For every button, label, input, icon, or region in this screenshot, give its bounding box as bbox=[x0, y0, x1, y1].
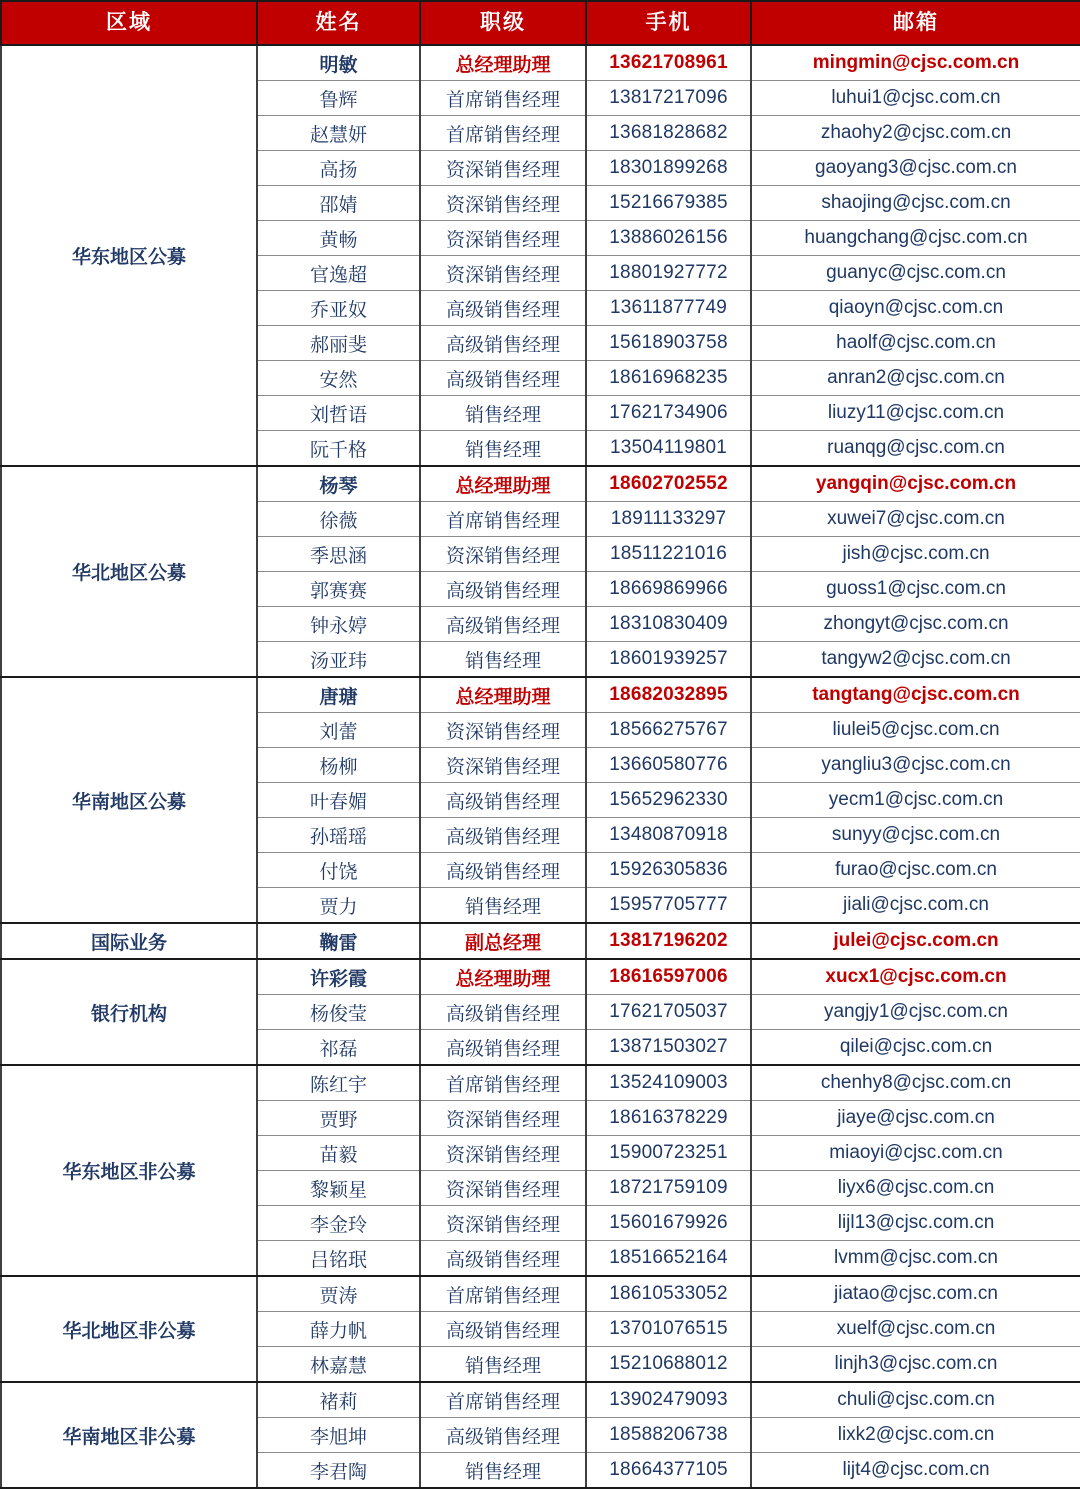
contact-phone[interactable]: 15652962330 bbox=[586, 783, 751, 818]
region-label: 华南地区公募 bbox=[1, 677, 257, 923]
contact-name: 刘蕾 bbox=[257, 713, 420, 748]
contact-title: 首席销售经理 bbox=[420, 502, 586, 537]
contact-email[interactable]: zhaohy2@cjsc.com.cn bbox=[751, 116, 1080, 151]
contact-title: 资深销售经理 bbox=[420, 151, 586, 186]
contact-phone[interactable]: 13886026156 bbox=[586, 221, 751, 256]
contact-title: 高级销售经理 bbox=[420, 361, 586, 396]
contact-email[interactable]: luhui1@cjsc.com.cn bbox=[751, 81, 1080, 116]
contact-email[interactable]: miaoyi@cjsc.com.cn bbox=[751, 1136, 1080, 1171]
contact-phone[interactable]: 18601939257 bbox=[586, 642, 751, 678]
contact-name: 郭赛赛 bbox=[257, 572, 420, 607]
contact-name: 付饶 bbox=[257, 853, 420, 888]
region-label: 华东地区公募 bbox=[1, 45, 257, 466]
contact-title: 资深销售经理 bbox=[420, 713, 586, 748]
contact-title: 销售经理 bbox=[420, 396, 586, 431]
contact-title: 高级销售经理 bbox=[420, 1418, 586, 1453]
contact-email[interactable]: shaojing@cjsc.com.cn bbox=[751, 186, 1080, 221]
contact-title: 高级销售经理 bbox=[420, 607, 586, 642]
contact-phone[interactable]: 18682032895 bbox=[586, 677, 751, 713]
contact-name: 黄畅 bbox=[257, 221, 420, 256]
contact-name: 安然 bbox=[257, 361, 420, 396]
contact-name: 李金玲 bbox=[257, 1206, 420, 1241]
contact-name: 杨俊莹 bbox=[257, 995, 420, 1030]
contact-email[interactable]: lixk2@cjsc.com.cn bbox=[751, 1418, 1080, 1453]
contact-phone[interactable]: 18801927772 bbox=[586, 256, 751, 291]
contact-phone[interactable]: 18616597006 bbox=[586, 959, 751, 995]
contact-name: 祁磊 bbox=[257, 1030, 420, 1066]
contact-title: 首席销售经理 bbox=[420, 1382, 586, 1418]
contact-name: 官逸超 bbox=[257, 256, 420, 291]
contact-title: 高级销售经理 bbox=[420, 572, 586, 607]
contact-name: 邵婧 bbox=[257, 186, 420, 221]
contact-title: 首席销售经理 bbox=[420, 81, 586, 116]
contact-phone[interactable]: 18301899268 bbox=[586, 151, 751, 186]
contact-phone[interactable]: 13817196202 bbox=[586, 923, 751, 959]
contact-name: 高扬 bbox=[257, 151, 420, 186]
contact-name: 乔亚奴 bbox=[257, 291, 420, 326]
contact-email[interactable]: yangjy1@cjsc.com.cn bbox=[751, 995, 1080, 1030]
contact-email[interactable]: julei@cjsc.com.cn bbox=[751, 923, 1080, 959]
table-header-row bbox=[1, 1, 1080, 45]
contact-phone[interactable]: 18616968235 bbox=[586, 361, 751, 396]
contact-name: 叶春媚 bbox=[257, 783, 420, 818]
contact-phone[interactable]: 17621734906 bbox=[586, 396, 751, 431]
column-header-name: 姓名 bbox=[257, 1, 420, 45]
contact-title: 高级销售经理 bbox=[420, 818, 586, 853]
contact-title: 高级销售经理 bbox=[420, 783, 586, 818]
contact-email[interactable]: yangqin@cjsc.com.cn bbox=[751, 466, 1080, 502]
contact-name: 赵慧妍 bbox=[257, 116, 420, 151]
contact-email[interactable]: lvmm@cjsc.com.cn bbox=[751, 1241, 1080, 1277]
contact-name: 许彩霞 bbox=[257, 959, 420, 995]
contact-email[interactable]: guanyc@cjsc.com.cn bbox=[751, 256, 1080, 291]
contact-phone[interactable]: 13621708961 bbox=[586, 45, 751, 81]
contact-email[interactable]: xuwei7@cjsc.com.cn bbox=[751, 502, 1080, 537]
region-label: 华北地区非公募 bbox=[1, 1276, 257, 1382]
contact-title: 高级销售经理 bbox=[420, 1030, 586, 1066]
contact-title: 销售经理 bbox=[420, 431, 586, 467]
contact-phone[interactable]: 15926305836 bbox=[586, 853, 751, 888]
contact-name: 李旭坤 bbox=[257, 1418, 420, 1453]
contact-name: 郝丽斐 bbox=[257, 326, 420, 361]
contact-phone[interactable]: 17621705037 bbox=[586, 995, 751, 1030]
table-row bbox=[1, 1382, 1080, 1418]
contact-email[interactable]: lijt4@cjsc.com.cn bbox=[751, 1453, 1080, 1489]
contact-phone[interactable]: 18588206738 bbox=[586, 1418, 751, 1453]
contact-email[interactable]: lijl13@cjsc.com.cn bbox=[751, 1206, 1080, 1241]
contact-phone[interactable]: 15216679385 bbox=[586, 186, 751, 221]
table-header bbox=[1, 1, 1080, 45]
contact-name: 徐薇 bbox=[257, 502, 420, 537]
column-header-phone: 手机 bbox=[586, 1, 751, 45]
column-header-title: 职级 bbox=[420, 1, 586, 45]
contact-phone[interactable]: 15900723251 bbox=[586, 1136, 751, 1171]
contact-email[interactable]: jiaye@cjsc.com.cn bbox=[751, 1101, 1080, 1136]
contact-title: 高级销售经理 bbox=[420, 291, 586, 326]
column-header-region: 区域 bbox=[1, 1, 257, 45]
contact-title: 资深销售经理 bbox=[420, 1101, 586, 1136]
contact-phone[interactable]: 13871503027 bbox=[586, 1030, 751, 1066]
contact-title: 资深销售经理 bbox=[420, 256, 586, 291]
region-label: 华东地区非公募 bbox=[1, 1065, 257, 1276]
contact-phone[interactable]: 18602702552 bbox=[586, 466, 751, 502]
contact-title: 资深销售经理 bbox=[420, 1206, 586, 1241]
contact-title: 资深销售经理 bbox=[420, 1171, 586, 1206]
contact-email[interactable]: jiatao@cjsc.com.cn bbox=[751, 1276, 1080, 1312]
contact-email[interactable]: zhongyt@cjsc.com.cn bbox=[751, 607, 1080, 642]
contact-phone[interactable]: 13524109003 bbox=[586, 1065, 751, 1101]
contact-email[interactable]: liulei5@cjsc.com.cn bbox=[751, 713, 1080, 748]
contact-email[interactable]: qilei@cjsc.com.cn bbox=[751, 1030, 1080, 1066]
contact-name: 杨琴 bbox=[257, 466, 420, 502]
contact-email[interactable]: sunyy@cjsc.com.cn bbox=[751, 818, 1080, 853]
contact-title: 资深销售经理 bbox=[420, 537, 586, 572]
contact-name: 黎颖星 bbox=[257, 1171, 420, 1206]
contact-title: 资深销售经理 bbox=[420, 221, 586, 256]
contact-title: 销售经理 bbox=[420, 1453, 586, 1489]
contact-name: 贾野 bbox=[257, 1101, 420, 1136]
contact-title: 高级销售经理 bbox=[420, 995, 586, 1030]
contact-name: 季思涵 bbox=[257, 537, 420, 572]
contact-phone[interactable]: 18911133297 bbox=[586, 502, 751, 537]
table-row bbox=[1, 45, 1080, 81]
contact-phone[interactable]: 13681828682 bbox=[586, 116, 751, 151]
contact-name: 薛力帆 bbox=[257, 1312, 420, 1347]
contact-name: 唐瑭 bbox=[257, 677, 420, 713]
contact-phone[interactable]: 18516652164 bbox=[586, 1241, 751, 1277]
region-label: 华北地区公募 bbox=[1, 466, 257, 677]
contact-phone[interactable]: 15210688012 bbox=[586, 1347, 751, 1383]
contact-name: 李君陶 bbox=[257, 1453, 420, 1489]
table-row bbox=[1, 1276, 1080, 1312]
contact-title: 销售经理 bbox=[420, 888, 586, 924]
contact-email[interactable]: jiali@cjsc.com.cn bbox=[751, 888, 1080, 924]
contact-title: 总经理助理 bbox=[420, 959, 586, 995]
contact-name: 阮千格 bbox=[257, 431, 420, 467]
contact-name: 贾力 bbox=[257, 888, 420, 924]
contact-name: 汤亚玮 bbox=[257, 642, 420, 678]
contact-name: 孙瑶瑶 bbox=[257, 818, 420, 853]
contact-email[interactable]: chuli@cjsc.com.cn bbox=[751, 1382, 1080, 1418]
table-body bbox=[1, 45, 1080, 1488]
contact-title: 高级销售经理 bbox=[420, 1312, 586, 1347]
contact-email[interactable]: haolf@cjsc.com.cn bbox=[751, 326, 1080, 361]
table-row bbox=[1, 923, 1080, 959]
contact-phone[interactable]: 15618903758 bbox=[586, 326, 751, 361]
table-row bbox=[1, 677, 1080, 713]
contact-title: 资深销售经理 bbox=[420, 186, 586, 221]
contact-phone[interactable]: 13504119801 bbox=[586, 431, 751, 467]
contact-name: 褚莉 bbox=[257, 1382, 420, 1418]
contact-phone[interactable]: 18310830409 bbox=[586, 607, 751, 642]
contact-phone[interactable]: 13660580776 bbox=[586, 748, 751, 783]
contact-name: 刘哲语 bbox=[257, 396, 420, 431]
contact-title: 高级销售经理 bbox=[420, 326, 586, 361]
contact-name: 鞠雷 bbox=[257, 923, 420, 959]
contact-email[interactable]: xuelf@cjsc.com.cn bbox=[751, 1312, 1080, 1347]
contact-name: 鲁辉 bbox=[257, 81, 420, 116]
contact-phone[interactable]: 18664377105 bbox=[586, 1453, 751, 1489]
contact-phone[interactable]: 13701076515 bbox=[586, 1312, 751, 1347]
contact-email[interactable]: jish@cjsc.com.cn bbox=[751, 537, 1080, 572]
contact-phone[interactable]: 18511221016 bbox=[586, 537, 751, 572]
contact-name: 杨柳 bbox=[257, 748, 420, 783]
contact-email[interactable]: tangtang@cjsc.com.cn bbox=[751, 677, 1080, 713]
contact-email[interactable]: xucx1@cjsc.com.cn bbox=[751, 959, 1080, 995]
contact-title: 副总经理 bbox=[420, 923, 586, 959]
contact-phone[interactable]: 13817217096 bbox=[586, 81, 751, 116]
contact-phone[interactable]: 18610533052 bbox=[586, 1276, 751, 1312]
contact-email[interactable]: huangchang@cjsc.com.cn bbox=[751, 221, 1080, 256]
contact-email[interactable]: mingmin@cjsc.com.cn bbox=[751, 45, 1080, 81]
table-row bbox=[1, 959, 1080, 995]
contact-email[interactable]: liuzy11@cjsc.com.cn bbox=[751, 396, 1080, 431]
contact-name: 苗毅 bbox=[257, 1136, 420, 1171]
contact-title: 高级销售经理 bbox=[420, 853, 586, 888]
contact-phone[interactable]: 18721759109 bbox=[586, 1171, 751, 1206]
contact-email[interactable]: yangliu3@cjsc.com.cn bbox=[751, 748, 1080, 783]
region-label: 国际业务 bbox=[1, 923, 257, 959]
contact-phone[interactable]: 18669869966 bbox=[586, 572, 751, 607]
contact-title: 销售经理 bbox=[420, 1347, 586, 1383]
contact-email[interactable]: furao@cjsc.com.cn bbox=[751, 853, 1080, 888]
contact-phone[interactable]: 15601679926 bbox=[586, 1206, 751, 1241]
table-row bbox=[1, 466, 1080, 502]
contact-title: 首席销售经理 bbox=[420, 1276, 586, 1312]
column-header-email: 邮箱 bbox=[751, 1, 1080, 45]
contact-title: 总经理助理 bbox=[420, 45, 586, 81]
contact-phone[interactable]: 13902479093 bbox=[586, 1382, 751, 1418]
region-label: 华南地区非公募 bbox=[1, 1382, 257, 1488]
contact-phone[interactable]: 18566275767 bbox=[586, 713, 751, 748]
contact-name: 钟永婷 bbox=[257, 607, 420, 642]
contact-email[interactable]: qiaoyn@cjsc.com.cn bbox=[751, 291, 1080, 326]
contact-title: 首席销售经理 bbox=[420, 116, 586, 151]
contact-title: 总经理助理 bbox=[420, 677, 586, 713]
contact-title: 销售经理 bbox=[420, 642, 586, 678]
contact-title: 高级销售经理 bbox=[420, 1241, 586, 1277]
contact-email[interactable]: anran2@cjsc.com.cn bbox=[751, 361, 1080, 396]
contact-name: 贾涛 bbox=[257, 1276, 420, 1312]
contact-name: 明敏 bbox=[257, 45, 420, 81]
contact-phone[interactable]: 13480870918 bbox=[586, 818, 751, 853]
contact-phone[interactable]: 13611877749 bbox=[586, 291, 751, 326]
contact-email[interactable]: linjh3@cjsc.com.cn bbox=[751, 1347, 1080, 1383]
contact-email[interactable]: chenhy8@cjsc.com.cn bbox=[751, 1065, 1080, 1101]
contact-phone[interactable]: 18616378229 bbox=[586, 1101, 751, 1136]
contact-email[interactable]: gaoyang3@cjsc.com.cn bbox=[751, 151, 1080, 186]
contact-email[interactable]: guoss1@cjsc.com.cn bbox=[751, 572, 1080, 607]
contact-email[interactable]: ruanqg@cjsc.com.cn bbox=[751, 431, 1080, 467]
contact-title: 资深销售经理 bbox=[420, 1136, 586, 1171]
contact-name: 陈红宇 bbox=[257, 1065, 420, 1101]
contact-title: 总经理助理 bbox=[420, 466, 586, 502]
table-row bbox=[1, 1065, 1080, 1101]
contact-email[interactable]: tangyw2@cjsc.com.cn bbox=[751, 642, 1080, 678]
contact-title: 首席销售经理 bbox=[420, 1065, 586, 1101]
contact-email[interactable]: liyx6@cjsc.com.cn bbox=[751, 1171, 1080, 1206]
contact-name: 吕铭珉 bbox=[257, 1241, 420, 1277]
contact-name: 林嘉慧 bbox=[257, 1347, 420, 1383]
contact-email[interactable]: yecm1@cjsc.com.cn bbox=[751, 783, 1080, 818]
contact-phone[interactable]: 15957705777 bbox=[586, 888, 751, 924]
region-label: 银行机构 bbox=[1, 959, 257, 1065]
contact-title: 资深销售经理 bbox=[420, 748, 586, 783]
